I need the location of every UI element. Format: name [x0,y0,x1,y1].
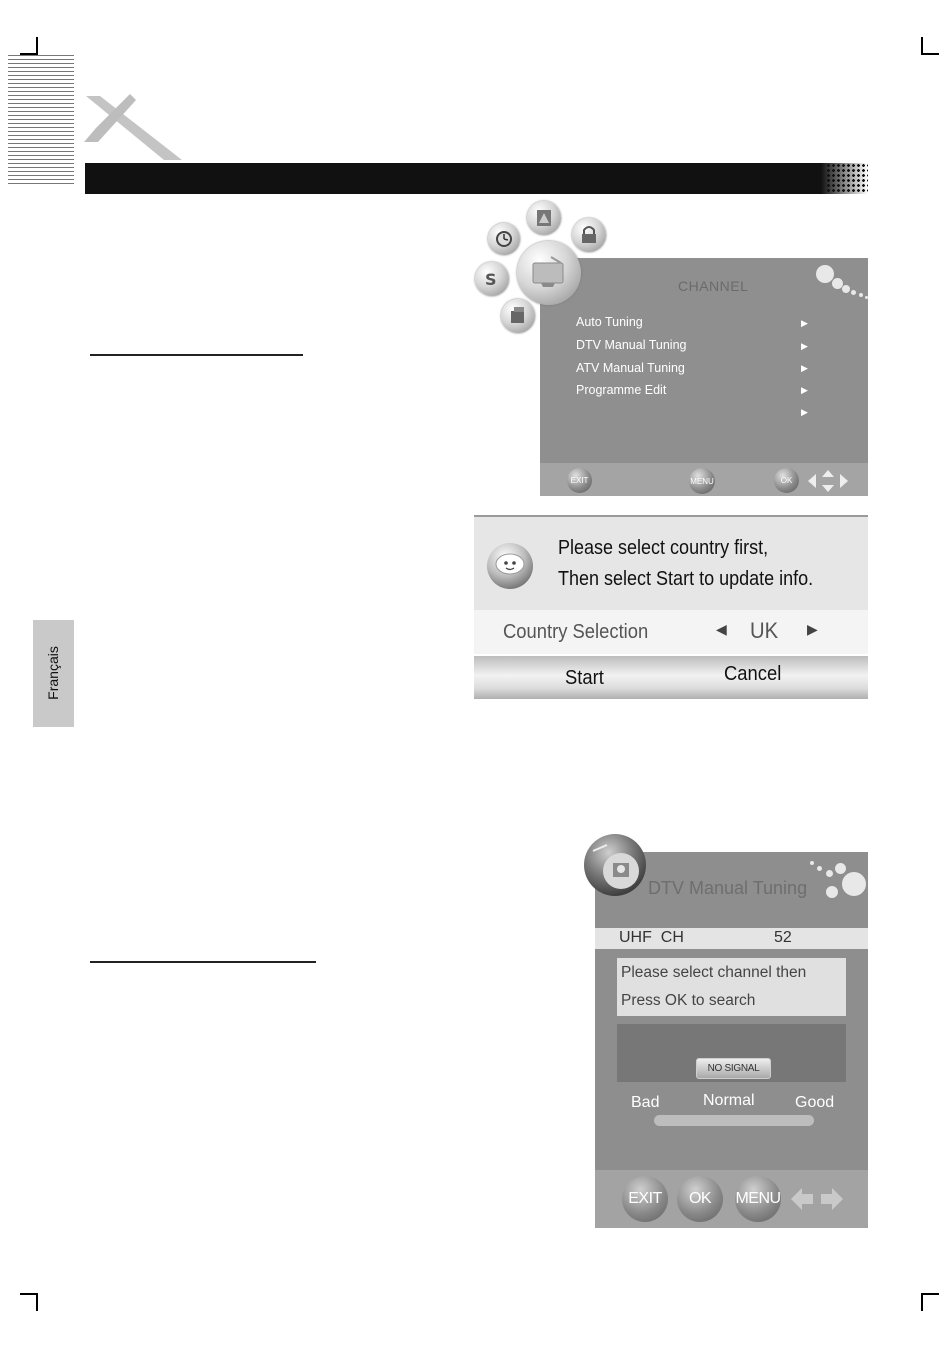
svg-text:S: S [485,270,497,289]
country-dialog-message-line1: Please select country first, [558,537,769,559]
chevron-left-icon[interactable]: ◀ [716,621,727,637]
instruction-line2: Press OK to search [621,992,756,1009]
info-face-icon [485,541,535,591]
chevron-right-icon: ▶ [801,385,808,395]
header-stripes [8,55,74,187]
no-signal-badge: NO SIGNAL [696,1058,771,1079]
signal-quality-bar [654,1115,814,1126]
menu-button[interactable]: MENU [735,1176,781,1222]
quality-bad-label: Bad [631,1094,660,1111]
crop-mark-bottom-left [20,1293,38,1311]
header-bar [85,163,868,194]
country-dialog-message-line2: Then select Start to update info. [558,568,814,590]
chevron-right-icon: ▶ [801,407,808,417]
instruction-line1: Please select channel then [621,964,807,981]
start-button[interactable]: Start [565,667,604,689]
exit-button[interactable]: EXIT [567,468,592,493]
setup-icon[interactable] [501,299,535,333]
country-selection-value: UK [750,618,779,643]
exit-button[interactable]: EXIT [622,1176,668,1222]
menu-item-auto-tuning[interactable]: Auto Tuning [576,315,643,329]
chevron-right-icon: ▶ [801,341,808,351]
section-rule-2 [90,961,316,963]
dtv-channel-icon [583,833,647,897]
clock-icon[interactable] [488,223,520,255]
country-selection-label: Country Selection [503,621,649,643]
menu-button[interactable]: MENU [689,468,715,494]
section-rule-1 [90,354,303,356]
chevron-right-icon: ▶ [801,363,808,373]
dtv-title: DTV Manual Tuning [648,878,808,898]
crop-mark-bottom-right [921,1293,939,1311]
crop-mark-top-right [921,37,939,55]
ok-button[interactable]: OK [774,468,799,493]
menu-item-programme-edit[interactable]: Programme Edit [576,383,667,397]
language-label: Français [45,646,61,700]
brand-logo [80,92,185,164]
menu-item-atv-manual-tuning[interactable]: ATV Manual Tuning [576,361,685,375]
crop-mark-top-left [20,37,38,55]
left-right-arrows-icon [789,1184,845,1214]
country-dialog-button-bar [474,656,868,699]
ok-button[interactable]: OK [677,1176,723,1222]
channel-menu-title: CHANNEL [678,278,749,294]
band-label: UHF CH [619,929,684,946]
channel-tv-icon[interactable] [517,241,581,305]
chevron-right-icon: ▶ [801,318,808,328]
quality-good-label: Good [795,1094,835,1111]
quality-normal-label: Normal [703,1092,755,1109]
header-bar-halftone [826,163,868,194]
cancel-button[interactable]: Cancel [724,663,782,685]
menu-item-dtv-manual-tuning[interactable]: DTV Manual Tuning [576,338,687,352]
arrow-keys-icon [806,469,850,493]
sound-icon[interactable] [475,262,509,296]
channel-number: 52 [774,929,792,946]
picture-icon[interactable] [527,201,561,235]
chevron-right-icon[interactable]: ▶ [807,621,818,637]
